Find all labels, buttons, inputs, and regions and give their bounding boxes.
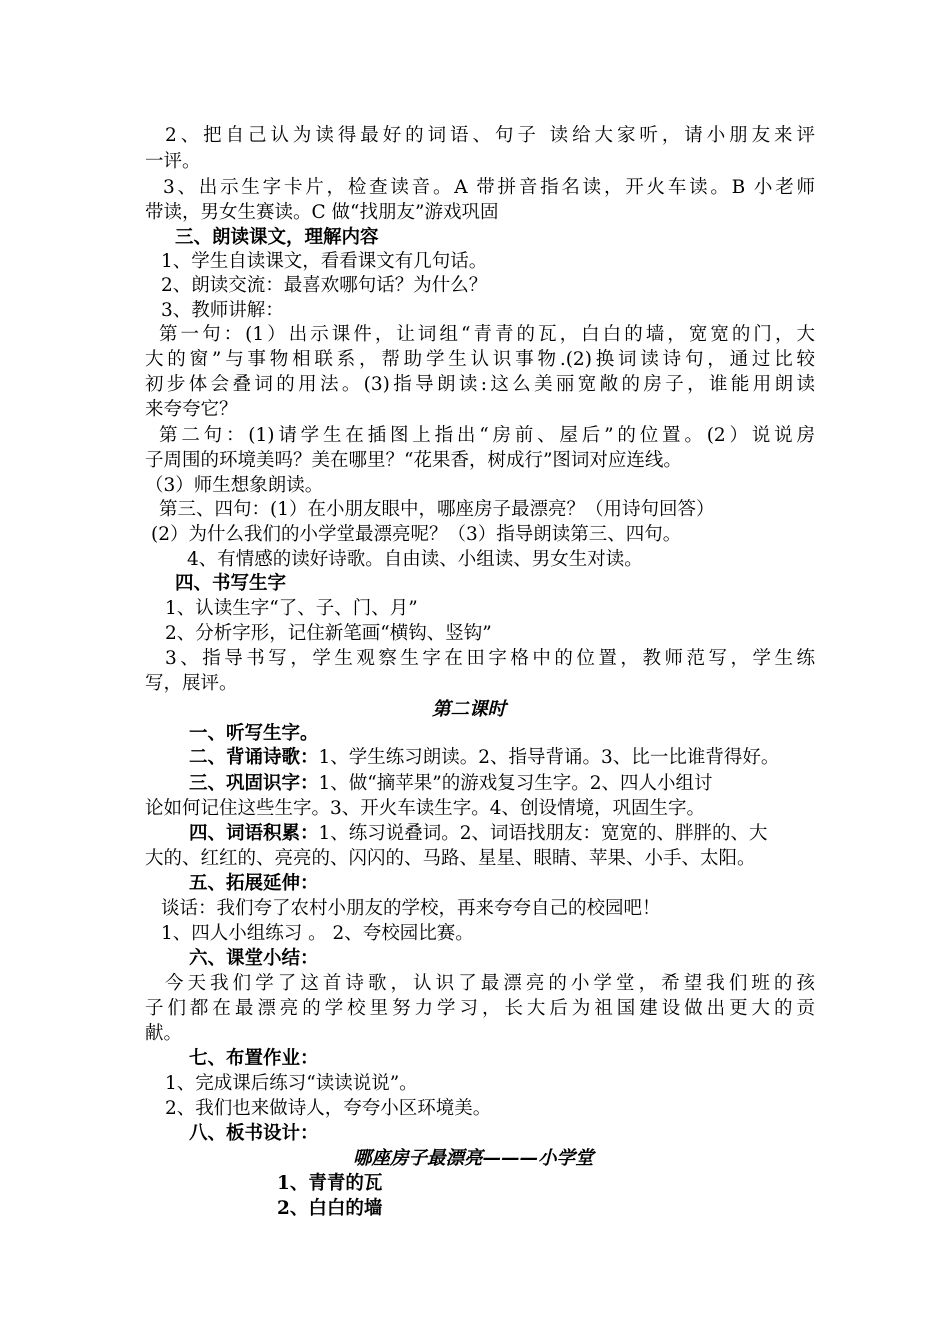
section-heading: 四、书写生字 (175, 573, 287, 594)
line-text: 2、分析字形，记住新笔画“横钩、竖钩” (165, 623, 492, 644)
line-text: 谈话：我们夸了农村小朋友的学校，再来夸夸自己的校园吧！ (161, 898, 661, 919)
line-text: 1、学生自读课文，看看课文有几句话。 (161, 251, 488, 272)
line-text: 1、完成课后练习“读读说说”。 (165, 1073, 418, 1094)
line-text: （3）师生想象朗读。 (145, 475, 324, 496)
line-text: 2、我们也来做诗人，夸夸小区环境美。 (165, 1098, 492, 1119)
line-text: 1、练习说叠词。2、词语找朋友：宽宽的、胖胖的、大 (318, 823, 768, 844)
text-line (145, 872, 815, 896)
line-text: 献。 (145, 1023, 183, 1044)
section-heading: 三、朗读课文，理解内容 (175, 227, 379, 248)
text-line (145, 498, 815, 522)
text-line (145, 672, 815, 696)
section-heading: 二、背诵诗歌： (189, 747, 319, 768)
line-text: 2、朗读交流：最喜欢哪句话？为什么？ (161, 275, 488, 296)
section-heading: 2、白白的墙 (277, 1198, 383, 1219)
line-text: 论如何记住这些生字。3、开火车读生字。4、创设情境，巩固生字。 (145, 798, 706, 819)
text-line (145, 323, 815, 347)
text-line (145, 1122, 815, 1146)
text-line (145, 250, 815, 274)
section-heading: 五、拓展延伸： (189, 873, 319, 894)
line-text: 1、学生练习朗读。2、指导背诵。3、比一比谁背得好。 (318, 747, 780, 768)
text-line (145, 474, 815, 498)
section-heading: 1、青青的瓦 (277, 1173, 383, 1194)
line-text: 第三、四句：(1）在小朋友眼中，哪座房子最漂亮？（用诗句回答） (159, 499, 715, 520)
text-line (145, 746, 815, 770)
line-text: 大的窗”与事物相联系，帮助学生认识事物.(2)换词读诗句，通过比较 (145, 349, 815, 370)
line-text: 3、指导书写，学生观察生字在田字格中的位置，教师范写，学生练 (165, 648, 815, 669)
text-line (145, 398, 815, 422)
line-text: 1、四人小组练习 。 2、夸校园比赛。 (161, 923, 474, 944)
text-line (145, 449, 815, 473)
line-text: 来夸夸它？ (145, 399, 238, 420)
text-line (145, 947, 815, 971)
line-text: 第一句：(1）出示课件，让词组“青青的瓦，白白的墙，宽宽的门，大 (159, 324, 815, 345)
text-line (145, 299, 815, 323)
line-text: (2）为什么我们的小学堂最漂亮呢？（3）指导朗读第三、四句。 (151, 524, 682, 545)
line-text: 3、教师讲解： (161, 300, 284, 321)
text-line (145, 201, 815, 225)
line-text: 子们都在最漂亮的学校里努力学习，长大后为祖国建设做出更大的贡 (145, 998, 815, 1019)
line-text: 带读，男女生赛读。C 做“找朋友”游戏巩固 (145, 202, 499, 223)
text-line (145, 772, 815, 796)
text-line (145, 797, 815, 821)
text-line (145, 1197, 815, 1221)
text-line (145, 1147, 815, 1171)
text-line (145, 897, 815, 921)
text-line (145, 226, 815, 250)
text-line (145, 722, 815, 746)
text-line (145, 698, 815, 722)
line-text: 初步体会叠词的用法。(3)指导朗读:这么美丽宽敞的房子，谁能用朗读 (145, 374, 815, 395)
text-line (145, 523, 815, 547)
section-heading: 三、巩固识字： (189, 773, 319, 794)
title-heading: 哪座房子最漂亮———小学堂 (353, 1148, 594, 1169)
section-heading: 八、板书设计： (189, 1123, 319, 1144)
text-line (145, 274, 815, 298)
line-text: 子周围的环境美吗？美在哪里？“花果香，树成行”图词对应连线。 (145, 450, 682, 471)
line-text: 今天我们学了这首诗歌，认识了最漂亮的小学堂，希望我们班的孩 (165, 973, 815, 994)
text-line (145, 124, 815, 148)
text-line (145, 348, 815, 372)
section-heading: 六、课堂小结： (189, 948, 319, 969)
text-line (145, 597, 815, 621)
section-heading: 七、布置作业： (189, 1048, 319, 1069)
line-text: 写，展评。 (145, 673, 238, 694)
line-text: 2、把自己认为读得最好的词语、句子 读给大家听，请小朋友来评 (165, 125, 815, 146)
text-line (145, 647, 815, 671)
title-heading: 第二课时 (432, 699, 507, 720)
text-line (145, 1072, 815, 1096)
text-line (145, 1022, 815, 1046)
line-text: 一评。 (145, 151, 201, 172)
text-line (145, 572, 815, 596)
text-line (145, 548, 815, 572)
text-line (145, 922, 815, 946)
text-line (145, 373, 815, 397)
line-text: 1、做“摘苹果”的游戏复习生字。2、四人小组讨 (318, 773, 713, 794)
line-text: 第二句：(1)请学生在插图上指出“房前、屋后”的位置。(2）说说房 (159, 425, 815, 446)
section-heading: 一、听写生字。 (189, 723, 319, 744)
line-text: 1、认读生字“了、子、门、月” (165, 598, 418, 619)
text-line (145, 622, 815, 646)
text-line (145, 1097, 815, 1121)
line-text: 3、出示生字卡片，检查读音。A 带拼音指名读，开火车读。B 小老师 (163, 177, 815, 198)
text-line (145, 424, 815, 448)
text-line (145, 1047, 815, 1071)
text-line (145, 847, 815, 871)
text-line (145, 997, 815, 1021)
text-line (145, 176, 815, 200)
line-text: 大的、红红的、亮亮的、闪闪的、马路、星星、眼睛、苹果、小手、太阳。 (145, 848, 756, 869)
text-line (145, 1172, 815, 1196)
text-line (145, 822, 815, 846)
section-heading: 四、词语积累： (189, 823, 319, 844)
text-line (145, 150, 815, 174)
text-line (145, 972, 815, 996)
line-text: 4、有情感的读好诗歌。自由读、小组读、男女生对读。 (187, 549, 643, 570)
